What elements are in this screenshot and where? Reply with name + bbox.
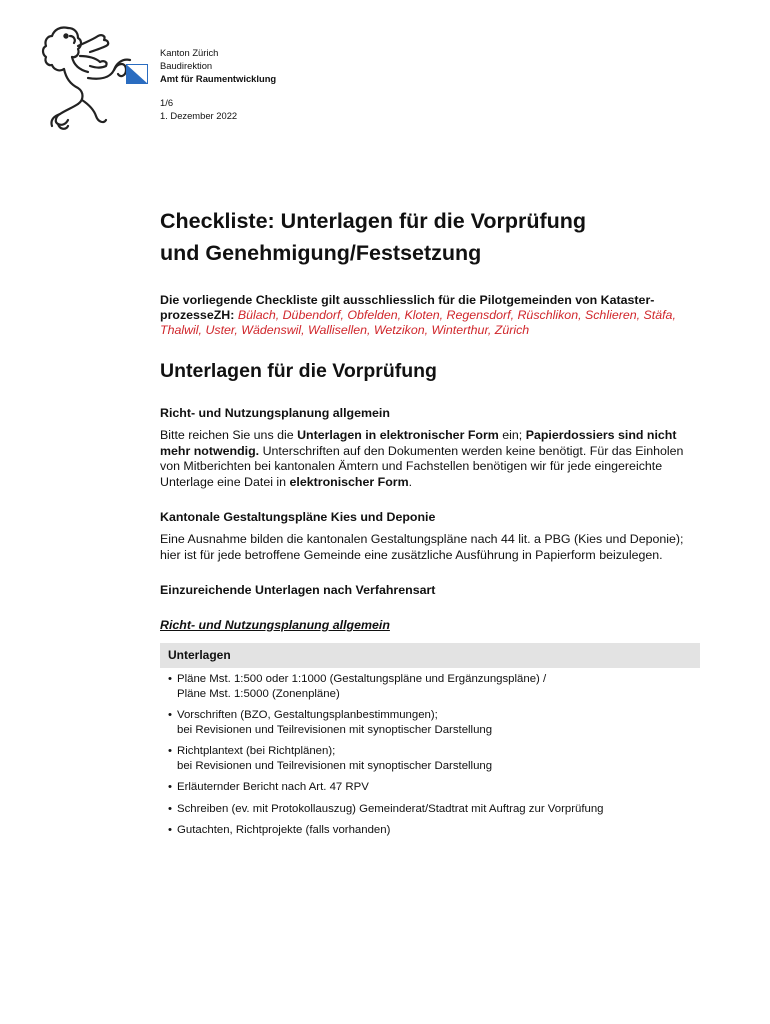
subsection-title-kies-deponie: Kantonale Gestaltungspläne Kies und Deponie [160, 510, 436, 524]
document-date: 1. Dezember 2022 [160, 110, 238, 121]
bullet-icon: • [168, 802, 172, 815]
list-item [168, 708, 700, 737]
list-item-line: Richtplantext (bei Richtplänen); [177, 745, 336, 757]
documents-list [160, 668, 700, 838]
list-item-line: bei Revisionen und Teilrevisionen mit synoptischer Darstellung [177, 723, 493, 736]
bullet-icon: • [168, 709, 172, 721]
letterhead [160, 46, 276, 122]
text-segment: ein; [498, 428, 526, 442]
text-segment: . [408, 474, 413, 489]
title-line-1: Checkliste: Unterlagen für die Vorprüfung [160, 209, 587, 233]
list-item-line: Vorschriften (BZO, Gestaltungsplanbestimmungen); [177, 709, 438, 721]
bold-segment: Unterlagen in elektronischer Form [297, 428, 499, 442]
paragraph-electronic-submission [160, 428, 705, 490]
list-item-line: Pläne Mst. 1:5000 (Zonenpläne) [177, 687, 340, 700]
list-item [168, 802, 700, 817]
title-line-2: und Genehmigung/Festsetzung [160, 241, 482, 265]
list-item-line: Schreiben (ev. mit Protokollauszug) Gemeinderat/Stadtrat mit Auftrag zur Vorprüfung [177, 802, 604, 815]
zurich-crest-icon [126, 64, 148, 84]
page-number: 1/6 [160, 97, 174, 108]
bullet-icon: • [168, 824, 172, 836]
list-item-line: bei Revisionen und Teilrevisionen mit synoptischer Darstellung [177, 759, 493, 772]
intro-paragraph [160, 293, 705, 338]
list-item [168, 780, 700, 795]
canton-name: Kanton Zürich [160, 47, 219, 58]
bold-segment: Papierdossiers sind nicht mehr notwendig. [160, 428, 677, 458]
pilot-towns: Bülach, Dübendorf, Obfelden, Kloten, Regensdorf, Rüschlikon, Schlieren, Stäfa, Thalwil, Uster, Wädenswil, Wallisellen, Wetzikon, Winterthur, Zürich [160, 308, 676, 337]
list-item-line: Erläuternder Bericht nach Art. 47 RPV [177, 781, 369, 793]
bullet-icon: • [168, 781, 172, 793]
bold-segment: elektronischer Form [289, 474, 409, 489]
subsection-title-allgemein: Richt- und Nutzungsplanung allgemein [160, 406, 390, 420]
text-segment: Bitte reichen Sie uns die [160, 428, 298, 442]
directorate-name: Baudirektion [160, 60, 213, 71]
intro-lead: Die vorliegende Checkliste gilt ausschliesslich für die Pilotgemeinden von Kataster-prozesseZH: [160, 293, 655, 322]
document-title [160, 205, 705, 269]
list-item-line: Pläne Mst. 1:500 oder 1:1000 (Gestaltungspläne und Ergänzungspläne) / [177, 673, 547, 685]
list-item [168, 744, 700, 773]
list-item [168, 823, 700, 838]
list-item-line: Gutachten, Richtprojekte (falls vorhanden) [177, 824, 391, 836]
bullet-icon: • [168, 673, 172, 685]
documents-table [160, 643, 700, 838]
paragraph-kies-deponie: Eine Ausnahme bilden die kantonalen Gestaltungspläne nach 44 lit. a PBG (Kies und Deponie); hier ist für jede betroffene Gemeinde eine zusätzliche Ausführung in Papierform beizulegen. [160, 532, 684, 562]
office-name: Amt für Raumentwicklung [160, 73, 277, 84]
subsection-title-verfahrensart: Einzureichende Unterlagen nach Verfahrensart [160, 583, 436, 597]
document-body [160, 205, 705, 845]
procedure-type-heading: Richt- und Nutzungsplanung allgemein [160, 618, 390, 632]
list-item [168, 672, 700, 701]
bullet-icon: • [168, 745, 172, 757]
table-header: Unterlagen [160, 643, 700, 668]
section-heading-vorpruefung: Unterlagen für die Vorprüfung [160, 360, 437, 382]
text-segment: Unterschriften auf den Dokumenten werden keine benötigt. Für das Einholen von Mitberichten bei kantonalen Ämtern und Fachstellen benötigen wir für jede eingereichte Unterlage eine Datei in [160, 443, 684, 489]
